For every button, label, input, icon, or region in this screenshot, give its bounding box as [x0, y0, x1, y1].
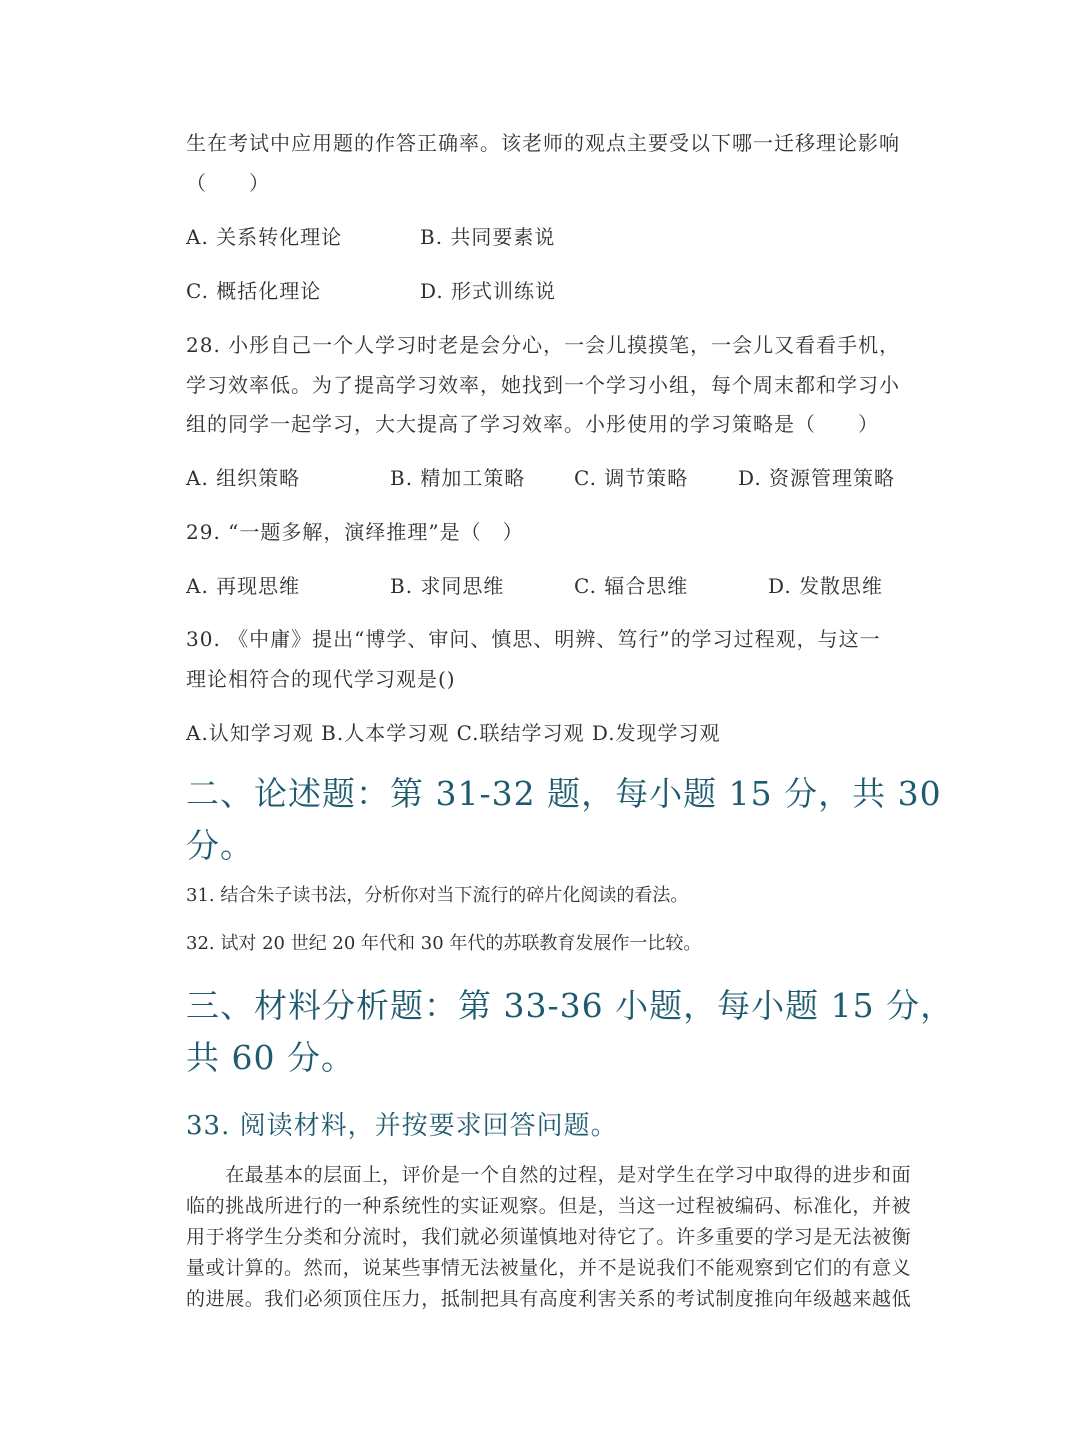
q30-line1: 30. 《中庸》提出“博学、审问、慎思、明辨、笃行”的学习过程观，与这一: [186, 627, 881, 651]
material-line-1: 在最基本的层面上，评价是一个自然的过程，是对学生在学习中取得的进步和面: [186, 1164, 912, 1186]
q30-line2: 理论相符合的现代学习观是(): [186, 667, 456, 691]
q27-stem-line2: （ ）: [186, 171, 270, 195]
q28-option-d: D. 资源管理策略: [738, 466, 896, 490]
q29-option-b: B. 求同思维: [390, 574, 505, 598]
q32-text: 32. 试对 20 世纪 20 年代和 30 年代的苏联教育发展作一比较。: [186, 933, 702, 954]
q27-stem-line1: 生在考试中应用题的作答正确率。该老师的观点主要受以下哪一迁移理论影响: [186, 131, 900, 155]
section2-heading-line1: 二、论述题：第 31-32 题，每小题 15 分，共 30: [186, 774, 942, 813]
q29-option-d: D. 发散思维: [768, 574, 884, 598]
section3-heading-line1: 三、材料分析题：第 33-36 小题，每小题 15 分，: [186, 986, 955, 1025]
material-line-5: 的进展。我们必须顶住压力，抵制把具有高度利害关系的考试制度推向年级越来越低: [186, 1288, 912, 1310]
q27-option-a: A. 关系转化理论: [186, 225, 343, 249]
q29-option-a: A. 再现思维: [186, 574, 301, 598]
q30-options: A.认知学习观 B.人本学习观 C.联结学习观 D.发现学习观: [186, 721, 721, 745]
q29-option-c: C. 辐合思维: [574, 574, 689, 598]
q28-option-c: C. 调节策略: [574, 466, 689, 490]
section2-heading-line2: 分。: [186, 826, 254, 865]
q28-line1: 28. 小彤自己一个人学习时老是会分心，一会儿摸摸笔，一会儿又看看手机，: [186, 333, 901, 357]
q33-title: 33. 阅读材料，并按要求回答问题。: [186, 1111, 618, 1141]
q28-line2: 学习效率低。为了提高学习效率，她找到一个学习小组，每个周末都和学习小: [186, 373, 900, 397]
q28-line3: 组的同学一起学习，大大提高了学习效率。小彤使用的学习策略是（ ）: [186, 412, 879, 436]
q28-option-b: B. 精加工策略: [390, 466, 526, 490]
material-line-4: 量或计算的。然而，说某些事情无法被量化，并不是说我们不能观察到它们的有意义: [186, 1257, 912, 1279]
q27-option-c: C. 概括化理论: [186, 279, 322, 303]
q27-option-b: B. 共同要素说: [420, 225, 556, 249]
material-line-2: 临的挑战所进行的一种系统性的实证观察。但是，当这一过程被编码、标准化，并被: [186, 1195, 912, 1217]
material-line-3: 用于将学生分类和分流时，我们就必须谨慎地对待它了。许多重要的学习是无法被衡: [186, 1226, 912, 1248]
q29-stem: 29. “一题多解，演绎推理”是（ ）: [186, 520, 524, 544]
section3-heading-line2: 共 60 分。: [186, 1038, 355, 1077]
q28-option-a: A. 组织策略: [186, 466, 301, 490]
q31-text: 31. 结合朱子读书法，分析你对当下流行的碎片化阅读的看法。: [186, 885, 689, 906]
q27-option-d: D. 形式训练说: [420, 279, 557, 303]
